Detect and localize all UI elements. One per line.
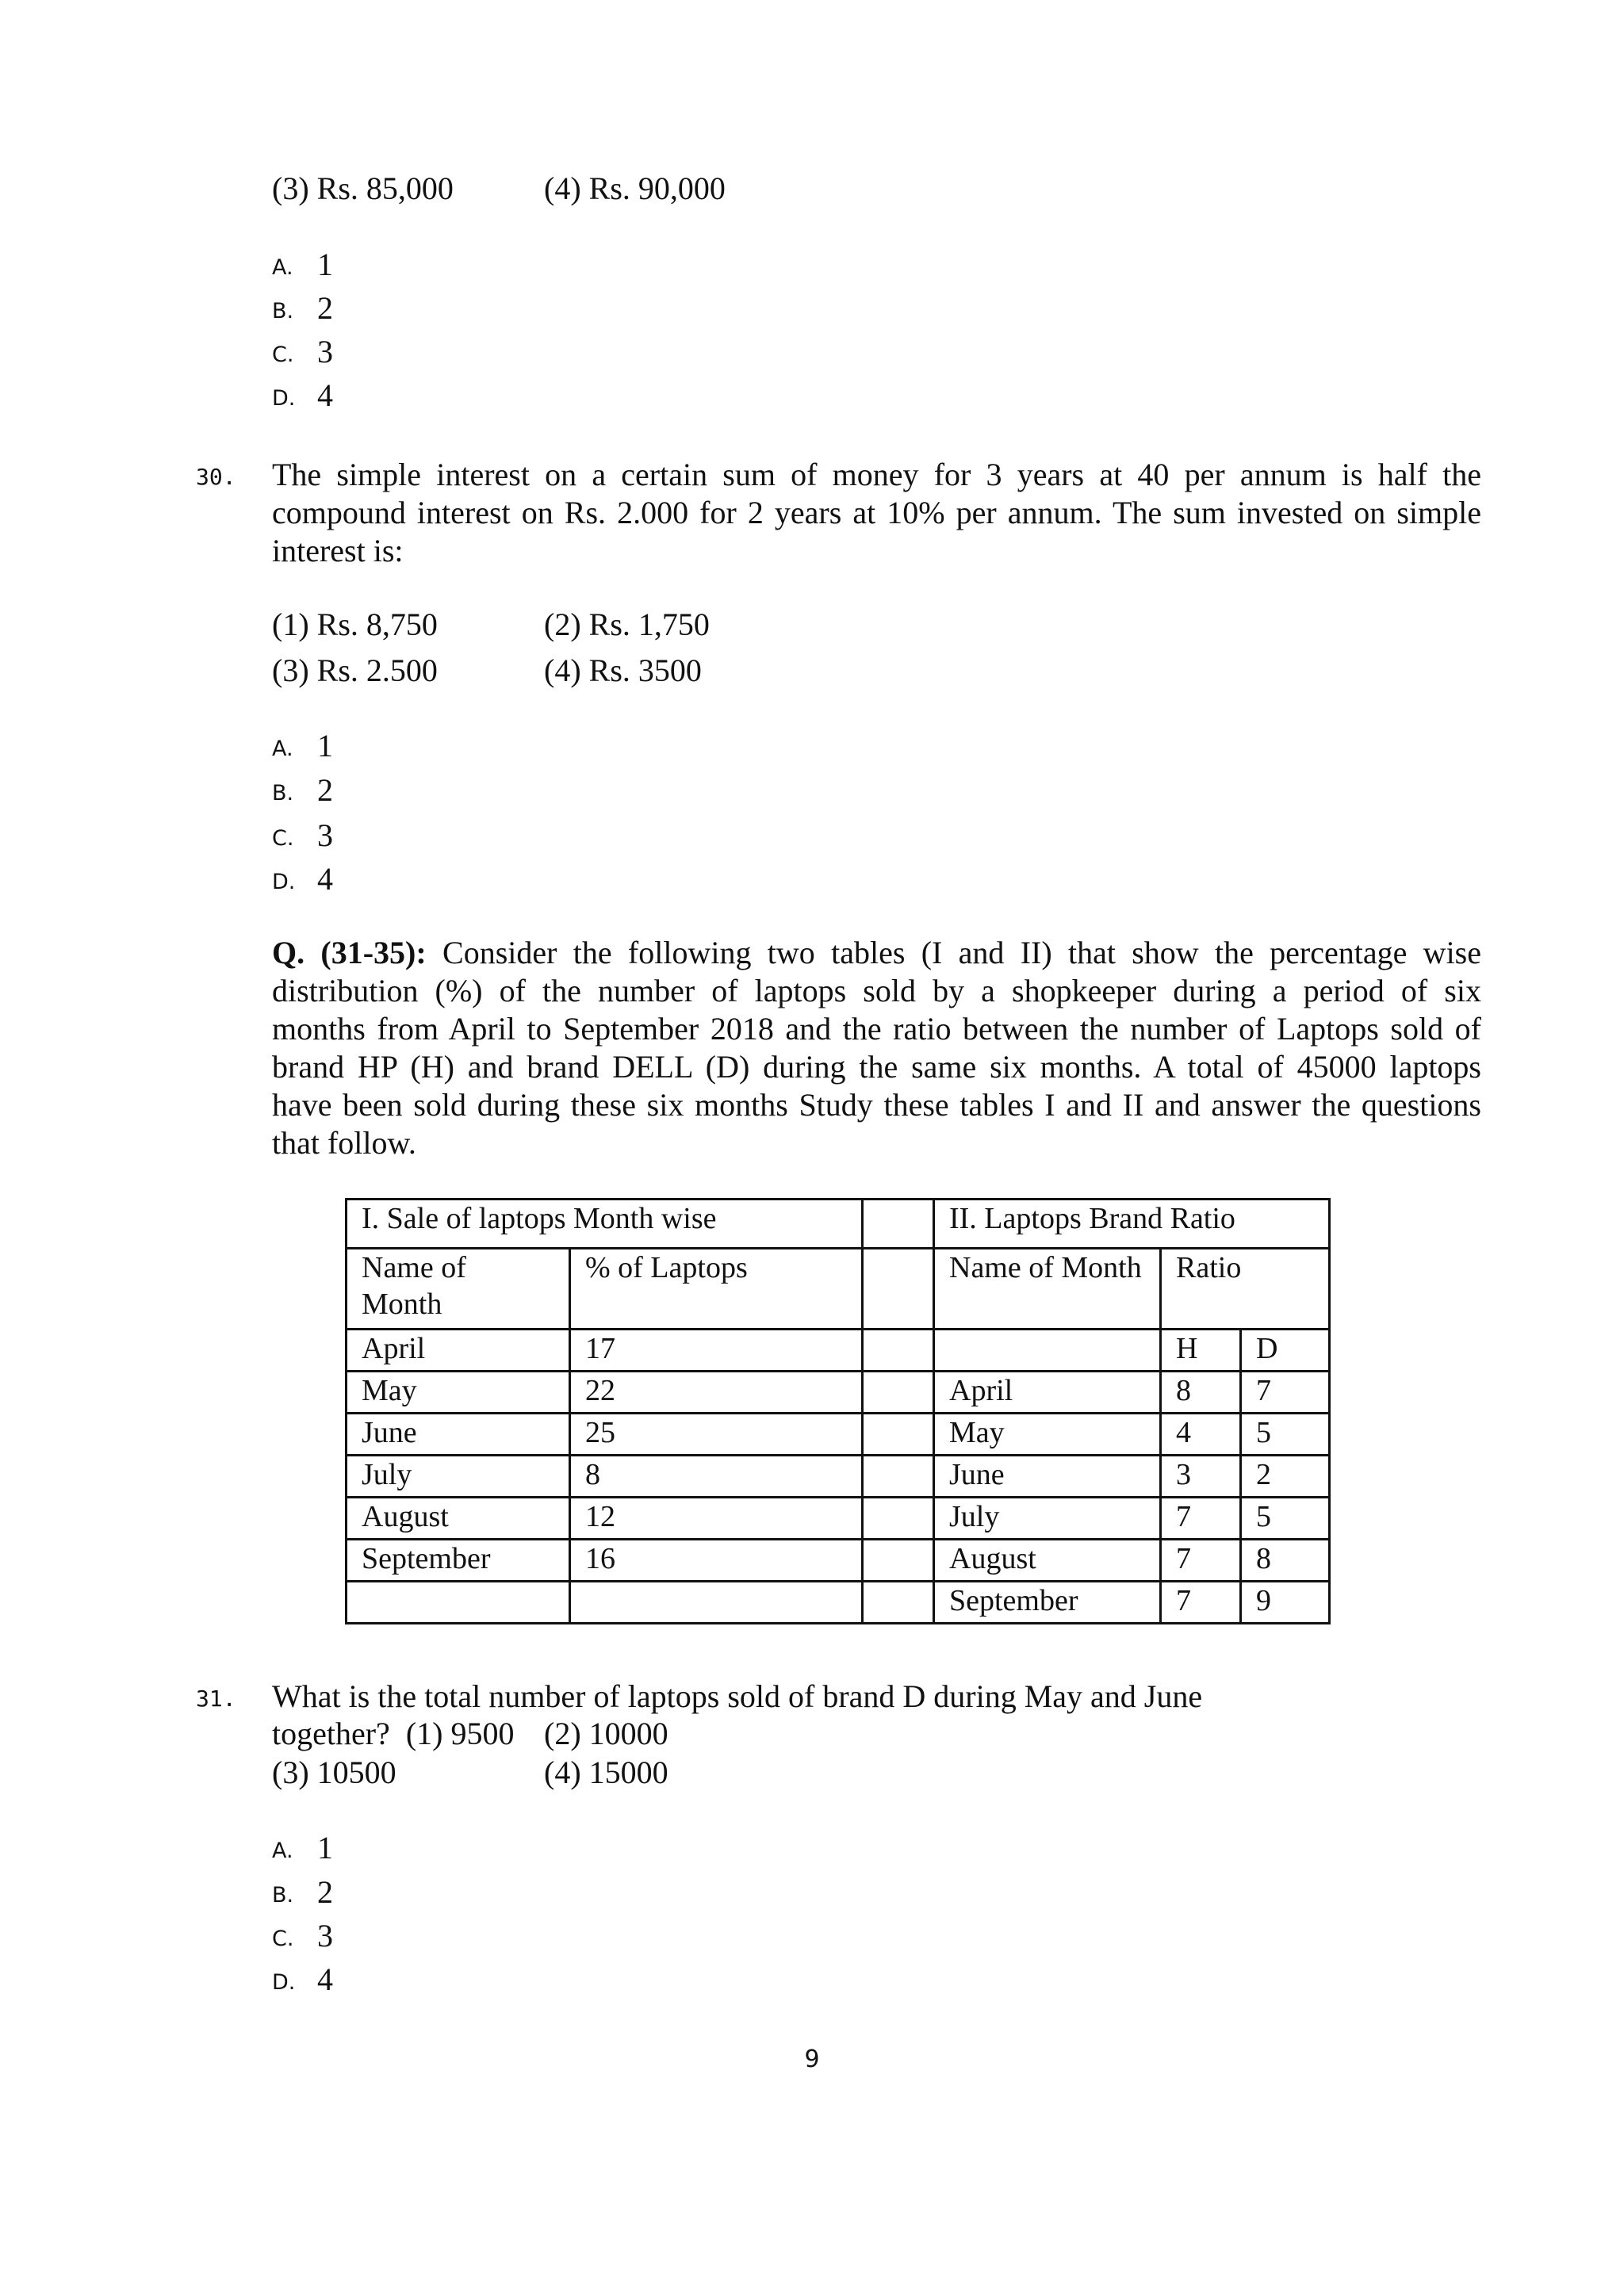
choice-letter: B.	[272, 781, 294, 806]
cell-month: August	[347, 1498, 570, 1540]
cell-month: July	[934, 1498, 1161, 1540]
table-header-row	[347, 1249, 1330, 1330]
cell-month	[347, 1582, 570, 1624]
text-line: that follow.	[272, 1125, 416, 1161]
cell-month: August	[934, 1540, 1161, 1582]
option-1: (1) 9500	[405, 1716, 515, 1751]
cell-d: 8	[1241, 1540, 1330, 1582]
question-31-line-2	[272, 1715, 514, 1752]
cell-h: 3	[1161, 1456, 1241, 1498]
question-number: 31.	[196, 1686, 236, 1712]
cell-h: 8	[1161, 1372, 1241, 1414]
text-line: months from April to September 2018 and the ratio between the number of Laptops sold of	[272, 1011, 1481, 1047]
table-cell	[863, 1200, 934, 1249]
table-row	[347, 1582, 1330, 1624]
text-line: brand HP (H) and brand DELL (D) during the same six months. A total of 45000 laptops	[272, 1049, 1481, 1085]
choice-value: 2	[317, 290, 333, 326]
cell-d: 9	[1241, 1582, 1330, 1624]
choice-value: 2	[317, 1874, 333, 1910]
cell-d: 2	[1241, 1456, 1330, 1498]
cell-pct: 8	[570, 1456, 863, 1498]
text-line: interest is:	[272, 533, 404, 568]
cell-h: 7	[1161, 1498, 1241, 1540]
cell-pct: 25	[570, 1414, 863, 1456]
table-cell	[863, 1540, 934, 1582]
cell-month: June	[934, 1456, 1161, 1498]
choice-value: 2	[317, 772, 333, 808]
choice-letter: B.	[272, 1883, 294, 1908]
table-cell	[863, 1372, 934, 1414]
cell-h: 7	[1161, 1582, 1241, 1624]
header-month: Name of Month	[347, 1249, 570, 1330]
table-row	[347, 1414, 1330, 1456]
cell-d: 5	[1241, 1498, 1330, 1540]
cell-month: April	[347, 1330, 570, 1372]
choice-value: 3	[317, 817, 333, 853]
choice-value: 4	[317, 377, 333, 413]
header-pct: % of Laptops	[570, 1249, 863, 1330]
choice-letter: D.	[272, 870, 296, 894]
option-4: (4) 15000	[544, 1755, 668, 1790]
header-d: D	[1241, 1330, 1330, 1372]
header-ratio: Ratio	[1161, 1249, 1330, 1330]
cell-d: 5	[1241, 1414, 1330, 1456]
cell-month: June	[347, 1414, 570, 1456]
choice-letter: D.	[272, 386, 296, 411]
choice-value: 3	[317, 1918, 333, 1954]
cell-month: April	[934, 1372, 1161, 1414]
header-h: H	[1161, 1330, 1241, 1372]
question-number: 30.	[196, 464, 236, 490]
text-line: have been sold during these six months Study these tables I and II and answer the questions	[272, 1087, 1481, 1123]
text-line: distribution (%) of the number of laptops sold by a shopkeeper during a period of six	[272, 973, 1481, 1008]
table-title-2: II. Laptops Brand Ratio	[934, 1200, 1330, 1249]
option-1: (1) Rs. 8,750	[272, 607, 438, 642]
table-cell	[863, 1498, 934, 1540]
table-row	[347, 1372, 1330, 1414]
choice-letter: A.	[272, 1839, 293, 1863]
instructions-label: Q. (31-35):	[272, 935, 427, 970]
cell-month: September	[347, 1540, 570, 1582]
cell-pct	[570, 1582, 863, 1624]
option-3: (3) 10500	[272, 1755, 396, 1790]
option-3: (3) Rs. 2.500	[272, 652, 438, 688]
table-cell	[863, 1582, 934, 1624]
option-4: (4) Rs. 90,000	[544, 170, 726, 206]
cell-d: 7	[1241, 1372, 1330, 1414]
page-number: 9	[804, 2045, 820, 2073]
table-row	[347, 1498, 1330, 1540]
table-cell	[863, 1249, 934, 1330]
choice-value: 1	[317, 247, 333, 282]
table-row	[347, 1330, 1330, 1372]
table-cell	[863, 1414, 934, 1456]
option-4: (4) Rs. 3500	[544, 652, 702, 688]
question-31-prefix: together?	[272, 1716, 390, 1751]
question-30-text	[272, 456, 1481, 570]
choice-value: 1	[317, 1830, 333, 1866]
table-cell	[863, 1456, 934, 1498]
cell-h: 4	[1161, 1414, 1241, 1456]
cell-month: September	[934, 1582, 1161, 1624]
choice-letter: A.	[272, 255, 293, 280]
cell-pct: 17	[570, 1330, 863, 1372]
choice-letter: A.	[272, 737, 293, 761]
choice-value: 4	[317, 1961, 333, 1997]
choice-letter: B.	[272, 299, 294, 323]
text-line-rest: Consider the following two tables (I and II) that show the percentage wise	[442, 935, 1481, 970]
text-line	[272, 934, 1481, 972]
cell-month: May	[934, 1414, 1161, 1456]
table-title-row	[347, 1200, 1330, 1249]
cell-month	[934, 1330, 1161, 1372]
choice-letter: C.	[272, 342, 294, 367]
header-month: Name of Month	[934, 1249, 1161, 1330]
choice-letter: C.	[272, 1927, 294, 1951]
text-line: The simple interest on a certain sum of money for 3 years at 40 per annum is half the	[272, 457, 1481, 492]
option-3: (3) Rs. 85,000	[272, 170, 454, 206]
table-title-1: I. Sale of laptops Month wise	[347, 1200, 863, 1249]
cell-pct: 12	[570, 1498, 863, 1540]
text-line: compound interest on Rs. 2.000 for 2 years at 10% per annum. The sum invested on simple	[272, 495, 1481, 530]
option-2: (2) Rs. 1,750	[544, 607, 710, 642]
cell-pct: 22	[570, 1372, 863, 1414]
choice-value: 4	[317, 861, 333, 897]
cell-month: July	[347, 1456, 570, 1498]
table-cell	[863, 1330, 934, 1372]
instructions-paragraph	[272, 934, 1481, 1162]
cell-h: 7	[1161, 1540, 1241, 1582]
table-row	[347, 1540, 1330, 1582]
choice-value: 3	[317, 334, 333, 369]
question-31-line-1: What is the total number of laptops sold of brand D during May and June	[272, 1678, 1203, 1714]
table-row	[347, 1456, 1330, 1498]
choice-value: 1	[317, 728, 333, 763]
cell-month: May	[347, 1372, 570, 1414]
choice-letter: D.	[272, 1970, 296, 1995]
choice-letter: C.	[272, 826, 294, 851]
cell-pct: 16	[570, 1540, 863, 1582]
option-2: (2) 10000	[544, 1716, 668, 1751]
laptop-sales-table	[345, 1198, 1331, 1624]
